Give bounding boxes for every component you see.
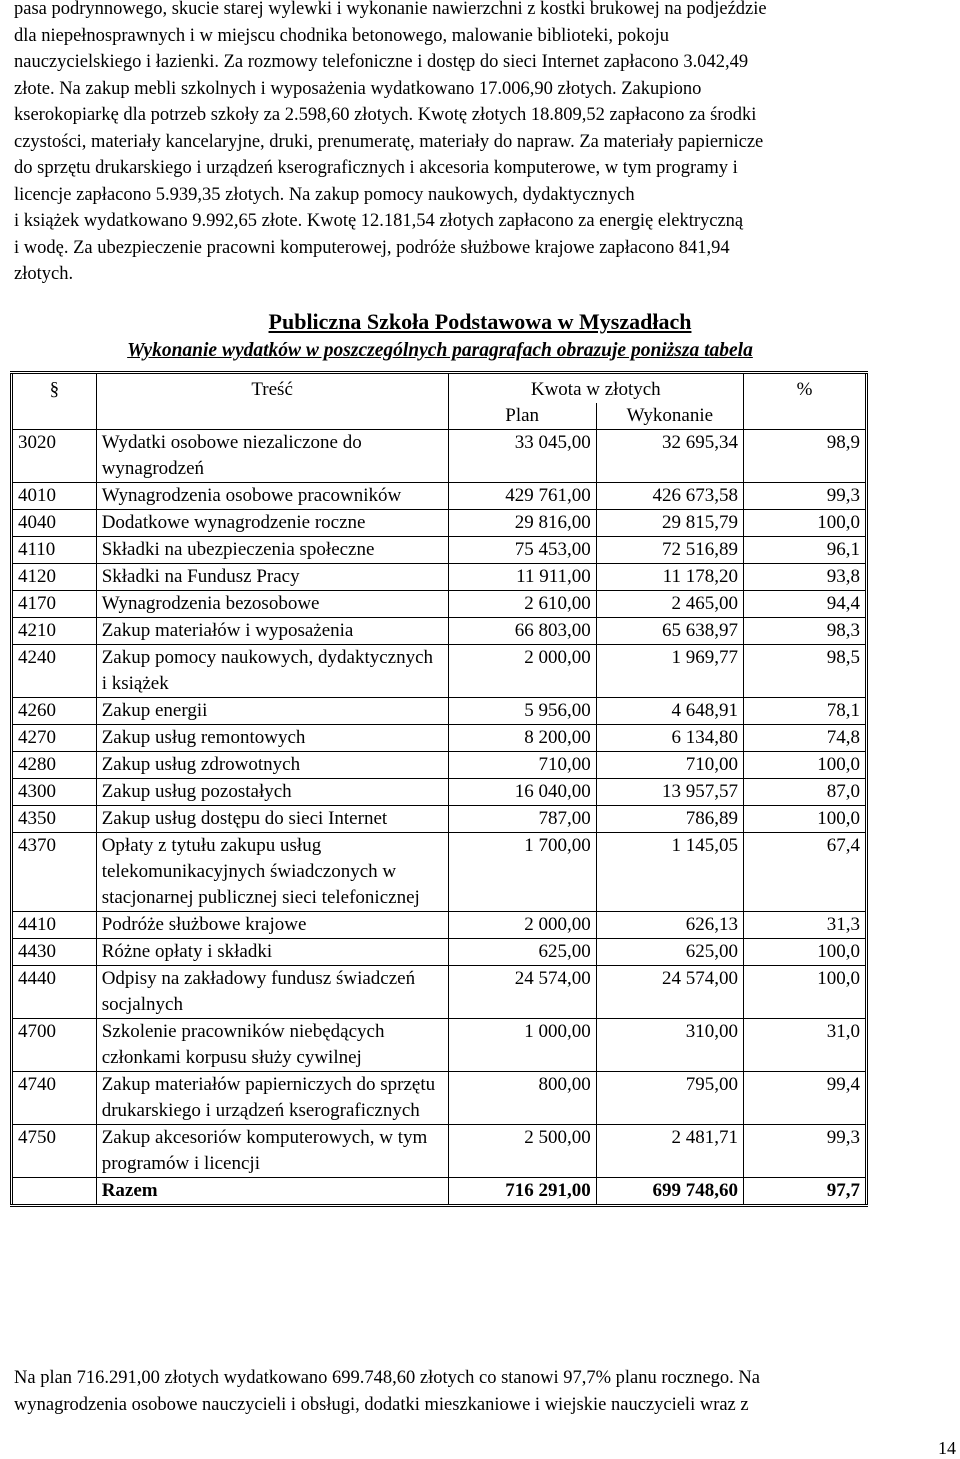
col-header-amount: Kwota w złotych	[448, 373, 743, 404]
table-row	[12, 698, 867, 725]
execution-amount: 310,00	[596, 1019, 743, 1072]
summary-line: Na plan 716.291,00 złotych wydatkowano 699.748,60 złotych co stanowi 97,7% planu rocznego. Na	[14, 1368, 760, 1388]
col-header-name: Treść	[96, 373, 448, 404]
expense-name: Zakup energii	[96, 698, 448, 725]
execution-percent: 93,8	[743, 564, 866, 591]
table-row	[12, 1072, 867, 1125]
plan-amount: 5 956,00	[448, 698, 596, 725]
paragraph-code: 4280	[12, 752, 97, 779]
intro-line: złote. Na zakup mebli szkolnych i wyposażenia wydatkowano 17.006,90 złotych. Zakupiono	[14, 78, 702, 99]
col-header-percent: %	[743, 373, 866, 404]
table-row	[12, 591, 867, 618]
table-row	[12, 966, 867, 1019]
paragraph-code: 4110	[12, 537, 97, 564]
col-header-paragraph: §	[12, 373, 97, 404]
execution-percent: 74,8	[743, 725, 866, 752]
paragraph-code: 4300	[12, 779, 97, 806]
paragraph-code: 4120	[12, 564, 97, 591]
execution-amount: 426 673,58	[596, 483, 743, 510]
expense-name: Zakup akcesoriów komputerowych, w tym programów i licencji	[96, 1125, 448, 1178]
execution-percent: 87,0	[743, 779, 866, 806]
table-row	[12, 939, 867, 966]
total-code	[12, 1178, 97, 1206]
paragraph-code: 4430	[12, 939, 97, 966]
table-row	[12, 564, 867, 591]
execution-amount: 11 178,20	[596, 564, 743, 591]
plan-amount: 24 574,00	[448, 966, 596, 1019]
table-row	[12, 1125, 867, 1178]
expense-name: Odpisy na zakładowy fundusz świadczeń socjalnych	[96, 966, 448, 1019]
table-row	[12, 752, 867, 779]
table-row	[12, 1019, 867, 1072]
intro-line: czystości, materiały kancelaryjne, druki, prenumeratę, materiały do napraw. Za materiały papiernicze	[14, 131, 764, 152]
table-row	[12, 430, 867, 483]
execution-amount: 2 465,00	[596, 591, 743, 618]
execution-amount: 626,13	[596, 912, 743, 939]
total-plan: 716 291,00	[448, 1178, 596, 1206]
expenditure-table	[10, 371, 868, 1207]
table-row	[12, 645, 867, 698]
expense-name: Zakup materiałów i wyposażenia	[96, 618, 448, 645]
total-execution: 699 748,60	[596, 1178, 743, 1206]
execution-amount: 1 969,77	[596, 645, 743, 698]
paragraph-code: 4370	[12, 833, 97, 912]
execution-percent: 100,0	[743, 966, 866, 1019]
plan-amount: 29 816,00	[448, 510, 596, 537]
execution-percent: 98,5	[743, 645, 866, 698]
table-row	[12, 725, 867, 752]
intro-line: i wodę. Za ubezpieczenie pracowni komputerowej, podróże służbowe krajowe zapłacono 841,94	[14, 237, 730, 258]
expense-name: Składki na Fundusz Pracy	[96, 564, 448, 591]
plan-amount: 2 610,00	[448, 591, 596, 618]
total-row	[12, 1178, 867, 1206]
intro-line: nauczycielskiego i łazienki. Za rozmowy telefoniczne i dostęp do sieci Internet zapłacono 3.042,49	[14, 52, 749, 72]
table-row	[12, 483, 867, 510]
paragraph-code: 4010	[12, 483, 97, 510]
intro-line: pasa podrynnowego, skucie starej wylewki i wykonanie nawierzchni z kostki brukowej na podjeździe	[14, 0, 767, 19]
paragraph-code: 4750	[12, 1125, 97, 1178]
plan-amount: 33 045,00	[448, 430, 596, 483]
total-label: Razem	[96, 1178, 448, 1206]
execution-percent: 98,9	[743, 430, 866, 483]
plan-amount: 1 000,00	[448, 1019, 596, 1072]
plan-amount: 2 000,00	[448, 912, 596, 939]
execution-percent: 100,0	[743, 510, 866, 537]
execution-amount: 710,00	[596, 752, 743, 779]
expense-name: Szkolenie pracowników niebędących członkami korpusu służy cywilnej	[96, 1019, 448, 1072]
plan-amount: 800,00	[448, 1072, 596, 1125]
paragraph-code: 4410	[12, 912, 97, 939]
expense-name: Zakup usług zdrowotnych	[96, 752, 448, 779]
paragraph-code: 4440	[12, 966, 97, 1019]
execution-amount: 625,00	[596, 939, 743, 966]
intro-line: i książek wydatkowano 9.992,65 złote. Kwotę 12.181,54 złotych zapłacono za energię elektryczną	[14, 211, 744, 231]
plan-amount: 1 700,00	[448, 833, 596, 912]
table-row	[12, 779, 867, 806]
execution-percent: 100,0	[743, 752, 866, 779]
expense-name: Wynagrodzenia osobowe pracowników	[96, 483, 448, 510]
page-number: 14	[938, 1438, 956, 1458]
execution-amount: 29 815,79	[596, 510, 743, 537]
execution-percent: 31,0	[743, 1019, 866, 1072]
table-row	[12, 618, 867, 645]
execution-amount: 4 648,91	[596, 698, 743, 725]
expense-name: Dodatkowe wynagrodzenie roczne	[96, 510, 448, 537]
expense-name: Zakup usług dostępu do sieci Internet	[96, 806, 448, 833]
paragraph-code: 4270	[12, 725, 97, 752]
expense-name: Zakup pomocy naukowych, dydaktycznych i książek	[96, 645, 448, 698]
plan-amount: 787,00	[448, 806, 596, 833]
plan-amount: 66 803,00	[448, 618, 596, 645]
execution-amount: 2 481,71	[596, 1125, 743, 1178]
plan-amount: 710,00	[448, 752, 596, 779]
execution-amount: 32 695,34	[596, 430, 743, 483]
paragraph-code: 4040	[12, 510, 97, 537]
paragraph-code: 4740	[12, 1072, 97, 1125]
intro-line: kserokopiarkę dla potrzeb szkoły za 2.598,60 złotych. Kwotę złotych 18.809,52 zapłacono za środki	[14, 105, 757, 125]
table-caption: Wykonanie wydatków w poszczególnych paragrafach obrazuje poniższa tabela	[127, 340, 753, 361]
table-row	[12, 510, 867, 537]
expense-name: Wynagrodzenia bezosobowe	[96, 591, 448, 618]
expense-name: Opłaty z tytułu zakupu usług telekomunikacyjnych świadczonych w stacjonarnej publicznej sieci telefonicznej	[96, 833, 448, 912]
plan-amount: 2 000,00	[448, 645, 596, 698]
summary-line: wynagrodzenia osobowe nauczycieli i obsługi, dodatki mieszkaniowe i wiejskie nauczycieli wraz z	[14, 1394, 749, 1415]
col-header-plan: Plan	[448, 403, 596, 430]
execution-percent: 78,1	[743, 698, 866, 725]
paragraph-code: 4170	[12, 591, 97, 618]
execution-percent: 100,0	[743, 806, 866, 833]
table-row	[12, 833, 867, 912]
plan-amount: 429 761,00	[448, 483, 596, 510]
execution-percent: 99,3	[743, 1125, 866, 1178]
paragraph-code: 3020	[12, 430, 97, 483]
expense-name: Podróże służbowe krajowe	[96, 912, 448, 939]
execution-percent: 100,0	[743, 939, 866, 966]
intro-line: złotych.	[14, 264, 74, 284]
execution-amount: 24 574,00	[596, 966, 743, 1019]
execution-amount: 1 145,05	[596, 833, 743, 912]
paragraph-code: 4260	[12, 698, 97, 725]
expense-name: Wydatki osobowe niezaliczone do wynagrodzeń	[96, 430, 448, 483]
execution-amount: 65 638,97	[596, 618, 743, 645]
summary-paragraph	[14, 1365, 946, 1418]
page-title: Publiczna Szkoła Podstawowa w Myszadłach	[268, 309, 692, 334]
paragraph-code: 4240	[12, 645, 97, 698]
plan-amount: 8 200,00	[448, 725, 596, 752]
intro-paragraph	[14, 0, 946, 288]
execution-percent: 67,4	[743, 833, 866, 912]
execution-amount: 13 957,57	[596, 779, 743, 806]
execution-percent: 94,4	[743, 591, 866, 618]
expense-name: Różne opłaty i składki	[96, 939, 448, 966]
plan-amount: 2 500,00	[448, 1125, 596, 1178]
execution-percent: 99,4	[743, 1072, 866, 1125]
table-row	[12, 537, 867, 564]
expense-name: Zakup usług remontowych	[96, 725, 448, 752]
execution-percent: 99,3	[743, 483, 866, 510]
paragraph-code: 4350	[12, 806, 97, 833]
paragraph-code: 4700	[12, 1019, 97, 1072]
expense-name: Zakup usług pozostałych	[96, 779, 448, 806]
total-percent: 97,7	[743, 1178, 866, 1206]
plan-amount: 16 040,00	[448, 779, 596, 806]
intro-line: do sprzętu drukarskiego i urządzeń kserograficznych i akcesoria komputerowe, w tym programy i	[14, 158, 738, 178]
execution-percent: 96,1	[743, 537, 866, 564]
execution-percent: 98,3	[743, 618, 866, 645]
plan-amount: 11 911,00	[448, 564, 596, 591]
intro-line: dla niepełnosprawnych i w miejscu chodnika betonowego, malowanie biblioteki, pokoju	[14, 25, 670, 46]
table-row	[12, 806, 867, 833]
intro-line: licencje zapłacono 5.939,35 złotych. Na zakup pomocy naukowych, dydaktycznych	[14, 184, 635, 205]
expense-name: Składki na ubezpieczenia społeczne	[96, 537, 448, 564]
execution-amount: 786,89	[596, 806, 743, 833]
col-header-execution: Wykonanie	[596, 403, 743, 430]
plan-amount: 625,00	[448, 939, 596, 966]
paragraph-code: 4210	[12, 618, 97, 645]
expense-name: Zakup materiałów papierniczych do sprzętu drukarskiego i urządzeń kserograficznych	[96, 1072, 448, 1125]
execution-percent: 31,3	[743, 912, 866, 939]
execution-amount: 795,00	[596, 1072, 743, 1125]
table-row	[12, 912, 867, 939]
plan-amount: 75 453,00	[448, 537, 596, 564]
execution-amount: 72 516,89	[596, 537, 743, 564]
execution-amount: 6 134,80	[596, 725, 743, 752]
